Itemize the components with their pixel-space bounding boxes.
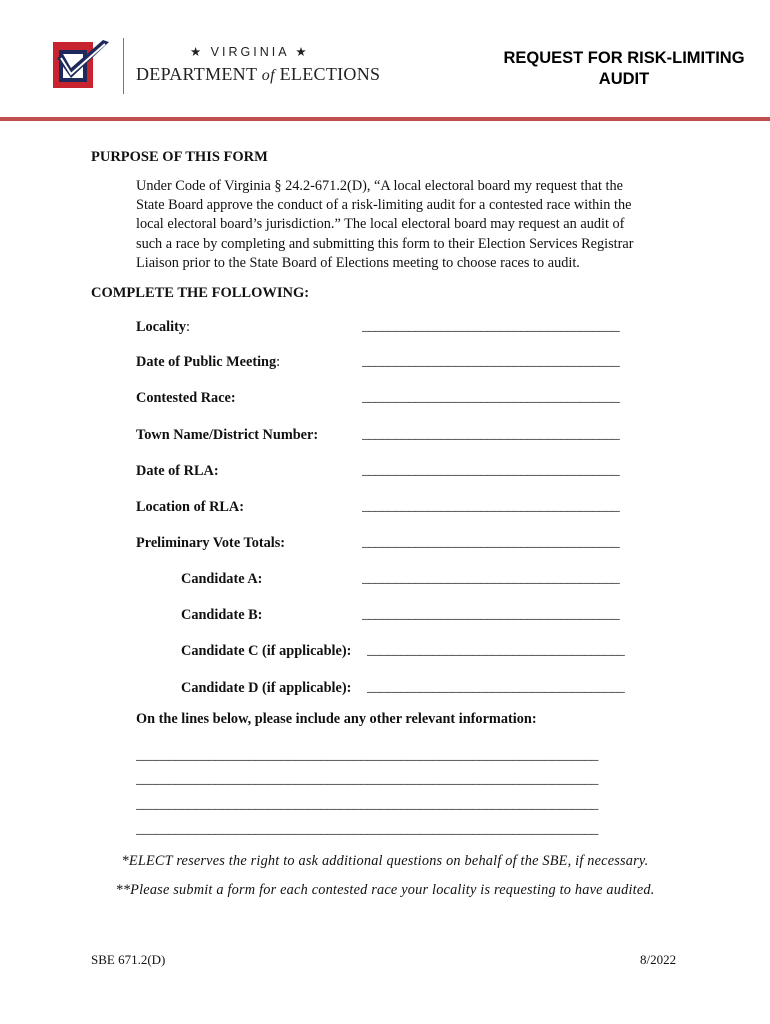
purpose-heading: PURPOSE OF THIS FORM (91, 149, 268, 165)
field-line-candidate-d[interactable]: _______________________________________ (367, 680, 625, 695)
field-label-candidate-b: Candidate B: (181, 607, 263, 623)
field-label-date-rla: Date of RLA: (136, 463, 219, 479)
field-label-contested-race: Contested Race: (136, 390, 236, 406)
form-title-line2: AUDIT (598, 70, 650, 88)
other-info-line[interactable]: ______________________________________________________________________ (136, 822, 599, 837)
field-line-town-district[interactable]: _______________________________________ (362, 427, 620, 442)
field-line-location-rla[interactable]: _______________________________________ (362, 499, 620, 514)
field-line-date-public-meeting[interactable]: _______________________________________ (362, 354, 620, 369)
field-line-preliminary-vote-totals[interactable]: _______________________________________ (362, 535, 620, 550)
field-line-locality[interactable]: _______________________________________ (362, 319, 620, 334)
field-line-candidate-b[interactable]: _______________________________________ (362, 607, 620, 622)
field-label-location-rla: Location of RLA: (136, 499, 245, 515)
purpose-line: Under Code of Virginia § 24.2-671.2(D), “A local electoral board my request that the (136, 178, 623, 194)
field-line-candidate-a[interactable]: _______________________________________ (362, 571, 620, 586)
note-submit-each-race: **Please submit a form for each contested race your locality is requesting to have audited. (115, 882, 655, 898)
purpose-line: such a race by completing and submitting this form to their Election Services Registrar (136, 235, 634, 252)
logo-divider (123, 38, 124, 94)
field-label-candidate-a: Candidate A: (181, 571, 263, 587)
field-label-candidate-d: Candidate D (if applicable): (181, 680, 352, 696)
logo-department-text (136, 64, 380, 85)
logo-department-word: DEPARTMENT (136, 64, 257, 84)
field-label-preliminary-vote-totals: Preliminary Vote Totals: (136, 535, 286, 551)
purpose-paragraph (136, 177, 696, 273)
other-info-line[interactable]: ______________________________________________________________________ (136, 772, 599, 787)
other-info-line[interactable]: ______________________________________________________________________ (136, 797, 599, 812)
field-line-contested-race[interactable]: _______________________________________ (362, 390, 620, 405)
field-label-locality: Locality: (136, 319, 191, 335)
department-logo (47, 36, 117, 94)
purpose-line: Liaison prior to the State Board of Elections meeting to choose races to audit. (136, 254, 580, 271)
field-label-date-public-meeting: Date of Public Meeting: (136, 354, 281, 370)
other-info-line[interactable]: ______________________________________________________________________ (136, 748, 599, 763)
purpose-line: State Board approve the conduct of a risk-limiting audit for a contested race within the (136, 197, 632, 214)
other-info-heading: On the lines below, please include any other relevant information: (136, 711, 537, 727)
footer-date: 8/2022 (640, 952, 677, 967)
complete-heading: COMPLETE THE FOLLOWING: (91, 285, 310, 301)
header-rule (0, 117, 770, 121)
logo-elections-word: ELECTIONS (279, 64, 381, 84)
logo-of-word: of (261, 67, 275, 84)
field-label-candidate-c: Candidate C (if applicable): (181, 643, 352, 659)
field-line-date-rla[interactable]: _______________________________________ (362, 463, 620, 478)
note-elect-reserves: *ELECT reserves the right to ask additional questions on behalf of the SBE, if necessary. (121, 853, 649, 869)
form-title-line1: REQUEST FOR RISK-LIMITING (503, 49, 745, 67)
footer-form-id: SBE 671.2(D) (91, 952, 166, 967)
field-label-town-district: Town Name/District Number: (136, 427, 319, 443)
checkmark-ballot-icon (47, 36, 117, 94)
purpose-line: local electoral board’s jurisdiction.” The local electoral board may request an audit of (136, 216, 625, 233)
logo-state-text: ★ VIRGINIA ★ (190, 45, 310, 59)
form-title (478, 48, 770, 90)
field-line-candidate-c[interactable]: _______________________________________ (367, 643, 625, 658)
